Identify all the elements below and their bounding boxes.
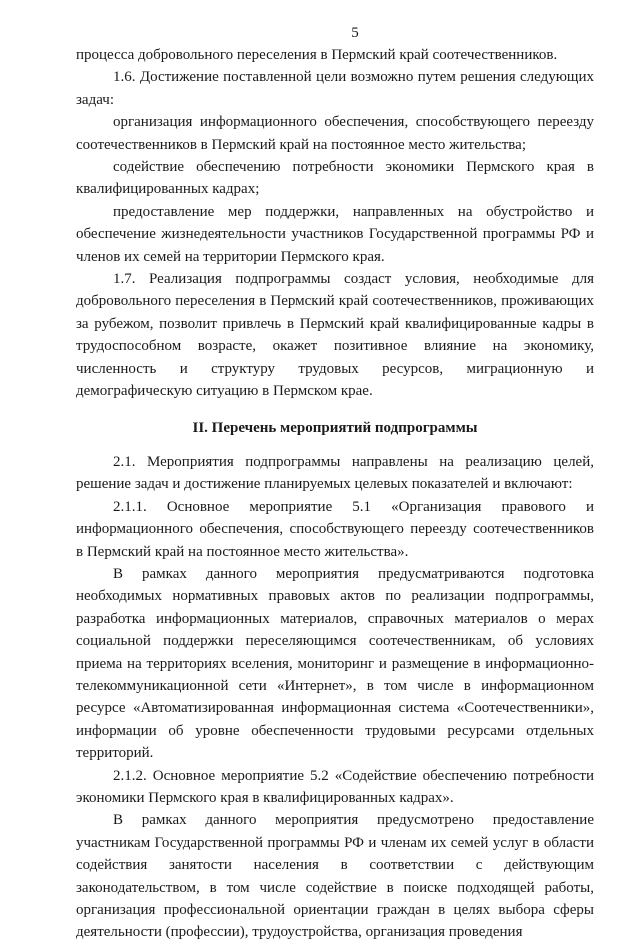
paragraph: 2.1.2. Основное мероприятие 5.2 «Содействие обеспечению потребности экономики Пермского края в квалифицированных кадрах». — [76, 767, 594, 806]
paragraph: предоставление мер поддержки, направленных на обустройство и обеспечение жизнедеятельности участников Государственной программы РФ и членов их семей на территории Пермского края. — [76, 203, 594, 265]
page-number: 5 — [351, 25, 359, 41]
paragraph: В рамках данного мероприятия предусмотрено предоставление участникам Государственной программы РФ и членам их семей услуг в области содействия занятости населения в соответствии с действующим законодательством, в том числе содействие в поиске подходящей работы, организация профессиональной ориентации граждан в целях выбора сферы деятельности (профессии), трудоустройства, организация проведения — [76, 812, 594, 941]
paragraph: 2.1.1. Основное мероприятие 5.1 «Организация правового и информационного обеспечения, способствующего переезду соотечественников в Пермский край на постоянное место жительства». — [76, 498, 594, 560]
paragraph: В рамках данного мероприятия предусматриваются подготовка необходимых нормативных правовых актов по реализации подпрограммы, разработка информационных материалов, справочных материалов о мерах социальной поддержки переселяющимся соотечественникам, об условиях приема на территориях вселения, мониторинг и размещение в информационно-телекоммуникационной сети «Интернет», в том числе в информационном ресурсе «Автоматизированная информационная система «Соотечественники», информации об уровне обеспеченности трудовыми ресурсами отдельных территорий. — [76, 565, 594, 762]
paragraph: 1.6. Достижение поставленной цели возможно путем решения следующих задач: — [76, 69, 594, 108]
section-heading: II. Перечень мероприятий подпрограммы — [192, 419, 478, 436]
paragraph: 1.7. Реализация подпрограммы создаст условия, необходимые для добровольного переселения в Пермский край соотечественников, проживающих за рубежом, позволит привлечь в Пермский край квалифицированные кадры в трудоспособном возрасте, окажет позитивное влияние на экономику, численность и структуру трудовых ресурсов, миграционную и демографическую ситуацию в Пермском крае. — [76, 271, 594, 400]
document-page — [76, 22, 594, 944]
paragraph: организация информационного обеспечения, способствующего переезду соотечественников в Пермский край на постоянное место жительства; — [76, 114, 594, 153]
paragraph: процесса добровольного переселения в Пермский край соотечественников. — [76, 47, 558, 63]
paragraph: 2.1. Мероприятия подпрограммы направлены на реализацию целей, решение задач и достижение планируемых целевых показателей и включают: — [76, 453, 594, 493]
paragraph: содействие обеспечению потребности экономики Пермского края в квалифицированных кадрах; — [76, 159, 594, 198]
